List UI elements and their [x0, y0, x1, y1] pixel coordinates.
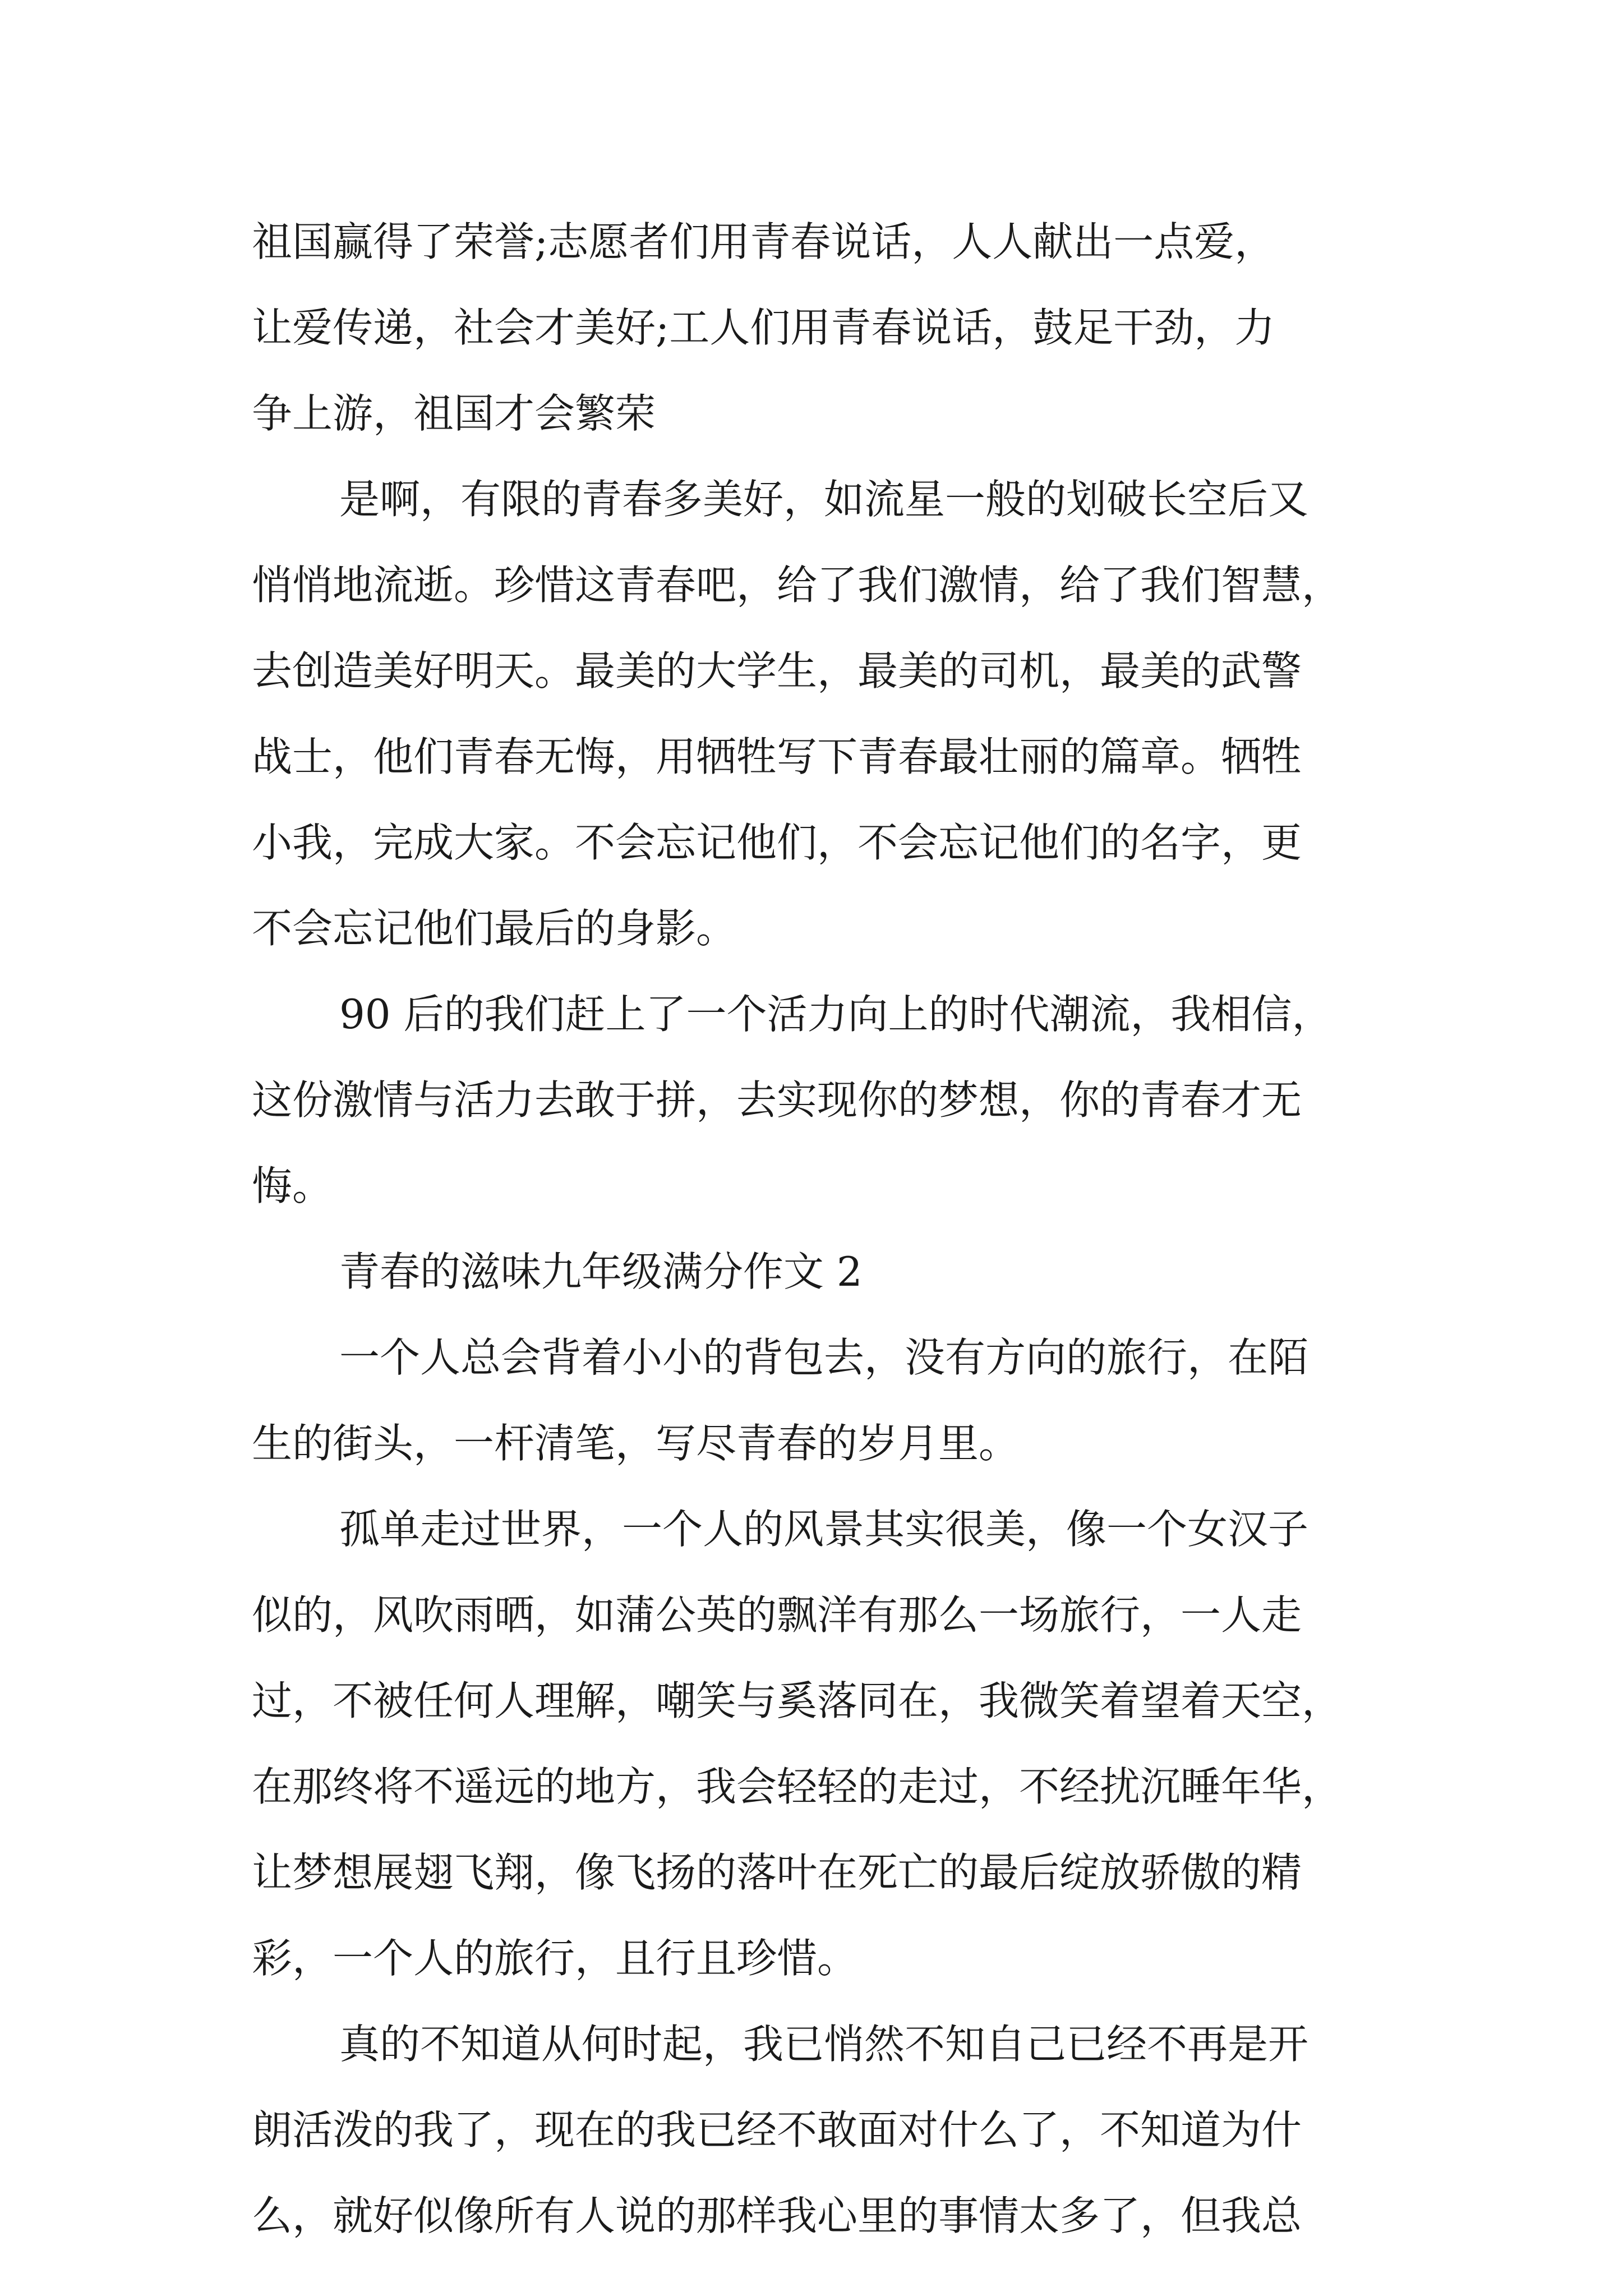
text-line: 去创造美好明天。最美的大学生，最美的司机，最美的武警 [252, 647, 1302, 694]
text-line: 是啊，有限的青春多美好，如流星一般的划破长空后又 [339, 476, 1309, 523]
paragraph-3 [252, 972, 1390, 1229]
text-line: 悄悄地流逝。珍惜这青春吧，给了我们激情，给了我们智慧， [252, 562, 1343, 609]
text-line: 真的不知道从何时起，我已悄然不知自己已经不再是开 [339, 2021, 1309, 2068]
text-line: 朗活泼的我了，现在的我已经不敢面对什么了，不知道为什 [252, 2106, 1302, 2154]
paragraph-6 [252, 2001, 1390, 2259]
text-line: 生的街头，一杆清笔，写尽青春的岁月里。 [252, 1420, 1020, 1467]
text-line: 在那终将不遥远的地方，我会轻轻的走过，不经扰沉睡年华， [252, 1763, 1343, 1810]
text-line: 么，就好似像所有人说的那样我心里的事情太多了，但我总 [252, 2192, 1302, 2239]
text-line: 战士，他们青春无悔，用牺牲写下青春最壮丽的篇章。牺牲 [252, 733, 1302, 780]
section-heading [252, 1229, 1390, 1315]
text-line: 不会忘记他们最后的身影。 [252, 905, 737, 952]
text-line: 似的，风吹雨晒，如蒲公英的飘洋有那么一场旅行，一人走 [252, 1591, 1302, 1639]
text-line: 一个人总会背着小小的背包去，没有方向的旅行，在陌 [339, 1334, 1309, 1381]
paragraph-2 [252, 457, 1390, 972]
text-line: 青春的滋味九年级满分作文 2 [339, 1248, 863, 1295]
text-line: 小我，完成大家。不会忘记他们，不会忘记他们的名字，更 [252, 819, 1302, 866]
text-line: 争上游，祖国才会繁荣 [252, 390, 656, 437]
paragraph-4 [252, 1315, 1390, 1487]
text-line: 让爱传递，社会才美好;工人们用青春说话，鼓足干劲，力 [252, 304, 1275, 351]
text-line: 彩，一个人的旅行，且行且珍惜。 [252, 1935, 858, 1982]
text-line: 孤单走过世界，一个人的风景其实很美，像一个女汉子 [339, 1506, 1309, 1553]
text-line: 悔。 [252, 1162, 333, 1209]
text-line: 90 后的我们赶上了一个活力向上的时代潮流，我相信， [339, 991, 1332, 1038]
text-line: 让梦想展翅飞翔，像飞扬的落叶在死亡的最后绽放骄傲的精 [252, 1849, 1302, 1896]
text-line: 祖国赢得了荣誉;志愿者们用青春说话，人人献出一点爱， [252, 218, 1275, 265]
text-line: 这份激情与活力去敢于拼，去实现你的梦想，你的青春才无 [252, 1076, 1302, 1124]
document-body [252, 199, 1390, 2259]
text-line: 过，不被任何人理解，嘲笑与奚落同在，我微笑着望着天空， [252, 1677, 1343, 1724]
paragraph-5 [252, 1487, 1390, 2001]
paragraph-1 [252, 199, 1390, 457]
